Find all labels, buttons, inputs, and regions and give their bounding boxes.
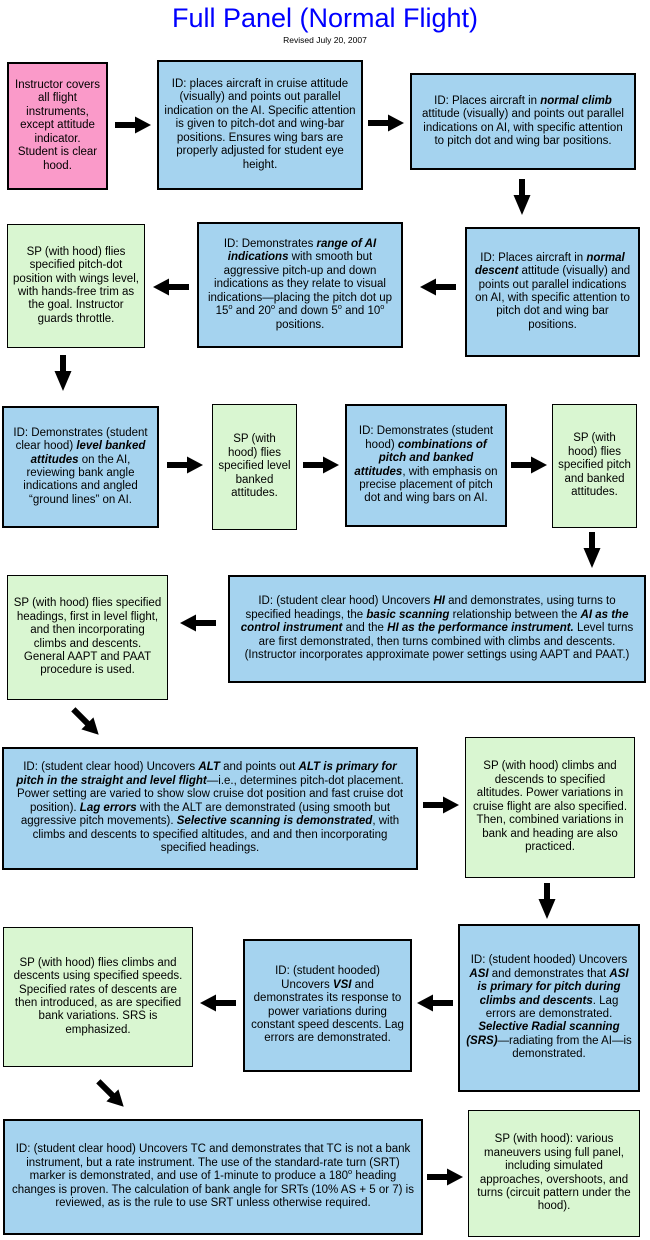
flow-box-normal-descent: ID: Places aircraft in normal descent attitude (visually) and points out parallel indications on AI, with specific attention to pitch dot and wing bar positions.: [465, 227, 640, 357]
flow-box-hi-scanning: ID: (student clear hood) Uncovers HI and demonstrates, using turns to specified headings, the basic scanning relationship between the AI as the control instrument and the HI as the performance instrument. Level turns are first demonstrated, then turns combined with climbs and descents. (Instructor incorporates approximate power settings using AAPT and PAAT.): [228, 575, 646, 683]
flow-arrow-diagonal-icon: [65, 701, 106, 742]
flow-arrow-left-icon: [200, 992, 236, 1014]
flow-arrow-right-icon: [423, 794, 459, 816]
flow-box-alt-primary: ID: (student clear hood) Uncovers ALT and points out ALT is primary for pitch in the straight and level flight—i.e., determines pitch-dot placement. Power setting are varied to show slow cruise dot position and fast cruise dot position). Lag errors with the ALT are demonstrated (using smooth but aggressive pitch movements). Selective scanning is demonstrated, with climbs and descents to specified altitudes, and and then incorporating specified headings.: [2, 747, 418, 870]
flow-box-sp-climbs-altitudes: SP (with hood) climbs and descends to specified altitudes. Power variations in cruise flight are also specified. Then, combined variations in bank and heading are also practiced.: [465, 737, 635, 878]
flow-box-asi-primary: ID: (student hooded) Uncovers ASI and demonstrates that ASI is primary for pitch during climbs and descents. Lag errors are demonstrated. Selective Radial scanning (SRS)—radiating from the AI—is demonstrated.: [458, 924, 640, 1092]
flow-arrow-right-icon: [427, 1166, 463, 1188]
flow-box-normal-climb: ID: Places aircraft in normal climb attitude (visually) and points out parallel indications on AI, with specific attention to pitch dot and wing bar positions.: [410, 73, 636, 170]
flow-arrow-diagonal-icon: [90, 1073, 131, 1114]
flow-arrow-left-icon: [417, 992, 453, 1014]
flow-box-sp-level-banked: SP (with hood) flies specified level banked attitudes.: [212, 404, 297, 530]
flow-box-tc-rate: ID: (student clear hood) Uncovers TC and demonstrates that TC is not a bank instrument, but a rate instrument. The use of the standard-rate turn (SRT) marker is demonstrated, and use of 1-minute to produce a 180$^o$ heading changes is proven. The calculation of bank angle for SRTs (10% AS + 5 or 7) is reviewed, as is the rule to use SRT unless otherwise required.: [3, 1119, 423, 1235]
flow-arrow-left-icon: [420, 276, 456, 298]
flow-box-instructor-covers: Instructor covers all flight instruments, except attitude indicator. Student is clear hood.: [7, 62, 108, 190]
revision-note: Revised July 20, 2007: [283, 35, 367, 45]
flow-arrow-right-icon: [303, 454, 339, 476]
page-title: Full Panel (Normal Flight): [171, 3, 479, 33]
flow-arrow-down-icon: [52, 355, 74, 391]
flow-box-sp-maneuvers: SP (with hood): various maneuvers using full panel, including simulated approaches, overshoots, and turns (circuit pattern under the hood).: [468, 1110, 640, 1237]
flow-box-sp-climbs-speeds: SP (with hood) flies climbs and descents using specified speeds. Specified rates of descents are then introduced, as are specified bank variations. SRS is emphasized.: [3, 927, 193, 1067]
flow-arrow-down-icon: [581, 532, 603, 568]
flow-box-range-of-ai: ID: Demonstrates range of AI indications with smooth but aggressive pitch-up and down indications as they relate to visual indications—placing the pitch dot up 15$^o$ and 20$^o$ and down 5$^o$ and 10$^o$ positions.: [197, 222, 403, 348]
flow-arrow-right-icon: [511, 454, 547, 476]
flow-arrow-down-icon: [511, 179, 533, 215]
flow-arrow-left-icon: [180, 612, 216, 634]
flow-box-level-banked: ID: Demonstrates (student clear hood) level banked attitudes on the AI, reviewing bank angle indications and angled “ground lines” on AI.: [2, 406, 159, 528]
flow-box-combinations: ID: Demonstrates (student hood) combinations of pitch and banked attitudes, with emphasis on precise placement of pitch dot and wing bars on AI.: [345, 404, 507, 527]
flow-box-sp-headings: SP (with hood) flies specified headings, first in level flight, and then incorporating climbs and descents. General AAPT and PAAT procedure is used.: [7, 575, 168, 700]
flow-arrow-down-icon: [536, 883, 558, 919]
flow-box-sp-pitch-dot: SP (with hood) flies specified pitch-dot position with wings level, with hands-free trim as the goal. Instructor guards throttle.: [7, 224, 145, 348]
flow-arrow-right-icon: [368, 112, 404, 134]
flow-arrow-left-icon: [153, 276, 189, 298]
flow-arrow-right-icon: [115, 114, 151, 136]
flow-box-vsi-response: ID: (student hooded) Uncovers VSI and demonstrates its response to power variations during constant speed descents. Lag errors are demonstrated.: [243, 939, 412, 1072]
flow-arrow-right-icon: [167, 454, 203, 476]
flow-box-sp-pitch-banked: SP (with hood) flies specified pitch and banked attitudes.: [552, 404, 637, 528]
flow-box-cruise-attitude: ID: places aircraft in cruise attitude (visually) and points out parallel indication on the AI. Specific attention is given to pitch-dot and wing-bar positions. Ensures wing bars are properly adjusted for student eye height.: [157, 60, 363, 190]
